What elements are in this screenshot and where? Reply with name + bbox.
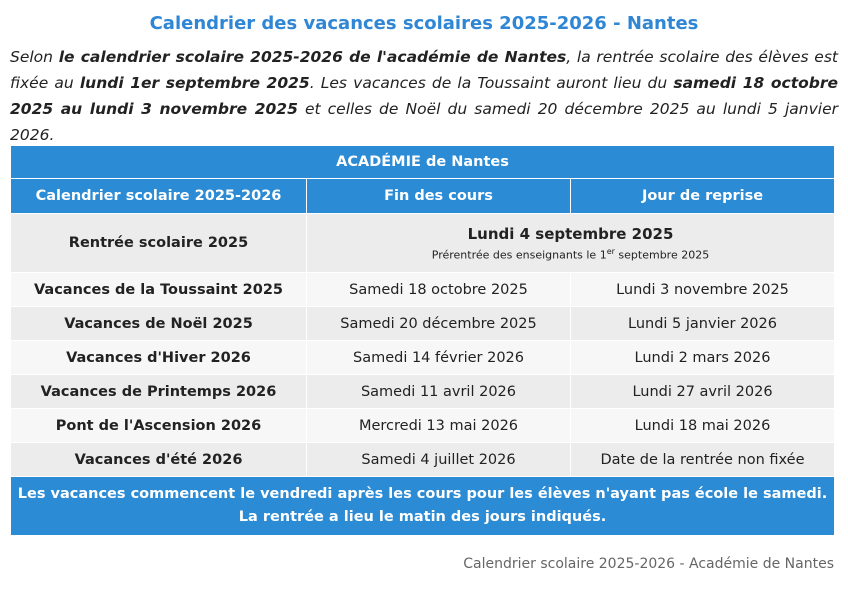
school-calendar-table xyxy=(10,145,835,536)
intro-paragraph xyxy=(10,44,838,148)
footer-note xyxy=(11,477,835,536)
intro-text: et celles de Noël du samedi 20 décembre 2025 au lundi 5 janvier 2026. xyxy=(10,100,838,144)
return-date-cell: Date de la rentrée non fixée xyxy=(571,443,835,477)
end-date-cell: Mercredi 13 mai 2026 xyxy=(307,409,571,443)
note-text: septembre 2025 xyxy=(614,248,710,262)
end-date-cell: Samedi 18 octobre 2025 xyxy=(307,273,571,307)
table-row xyxy=(11,375,835,409)
end-date-cell: Samedi 4 juillet 2026 xyxy=(307,443,571,477)
row-label: Vacances de Printemps 2026 xyxy=(11,375,307,409)
table-row xyxy=(11,443,835,477)
intro-text: Selon xyxy=(10,48,59,66)
table-header-row xyxy=(11,179,835,214)
return-date-cell: Lundi 27 avril 2026 xyxy=(571,375,835,409)
rentree-cell xyxy=(307,214,835,273)
return-date-cell: Lundi 5 janvier 2026 xyxy=(571,307,835,341)
table-footer-row xyxy=(11,477,835,536)
row-label: Vacances d'Hiver 2026 xyxy=(11,341,307,375)
page-title: Calendrier des vacances scolaires 2025-2026 - Nantes xyxy=(149,13,699,34)
row-label: Vacances d'été 2026 xyxy=(11,443,307,477)
intro-text: , la rentrée scolaire des élèves est fixée au xyxy=(10,48,838,92)
row-label: Vacances de Noël 2025 xyxy=(11,307,307,341)
academy-header: ACADÉMIE de Nantes xyxy=(11,146,835,179)
return-date-cell: Lundi 2 mars 2026 xyxy=(571,341,835,375)
prerentree-note xyxy=(307,247,834,262)
intro-bold: samedi 18 octobre 2025 au lundi 3 novembre 2025 xyxy=(10,74,839,118)
table-row xyxy=(11,341,835,375)
table-caption: Calendrier scolaire 2025-2026 - Académie de Nantes xyxy=(463,556,834,572)
footer-line: La rentrée a lieu le matin des jours indiqués. xyxy=(238,509,607,525)
row-label: Pont de l'Ascension 2026 xyxy=(11,409,307,443)
note-sup: er xyxy=(606,246,615,256)
footer-line: Les vacances commencent le vendredi après les cours pour les élèves n'ayant pas école le samedi. xyxy=(17,486,828,502)
end-date-cell: Samedi 11 avril 2026 xyxy=(307,375,571,409)
table-row xyxy=(11,273,835,307)
return-date-cell: Lundi 3 novembre 2025 xyxy=(571,273,835,307)
table-title-row xyxy=(11,146,835,179)
column-header: Calendrier scolaire 2025-2026 xyxy=(11,179,307,214)
intro-bold: le calendrier scolaire 2025-2026 de l'académie de Nantes xyxy=(58,48,567,66)
end-date-cell: Samedi 14 février 2026 xyxy=(307,341,571,375)
intro-text: . Les vacances de la Toussaint auront lieu du xyxy=(309,74,674,92)
intro-bold: lundi 1er septembre 2025 xyxy=(79,74,310,92)
return-date-cell: Lundi 18 mai 2026 xyxy=(571,409,835,443)
table-row-rentree xyxy=(11,214,835,273)
end-date-cell: Samedi 20 décembre 2025 xyxy=(307,307,571,341)
rentree-date: Lundi 4 septembre 2025 xyxy=(467,224,674,243)
column-header: Jour de reprise xyxy=(571,179,835,214)
note-text: Prérentrée des enseignants le 1 xyxy=(431,248,607,262)
row-label: Rentrée scolaire 2025 xyxy=(11,214,307,273)
column-header: Fin des cours xyxy=(307,179,571,214)
table-row xyxy=(11,409,835,443)
row-label: Vacances de la Toussaint 2025 xyxy=(11,273,307,307)
table-row xyxy=(11,307,835,341)
